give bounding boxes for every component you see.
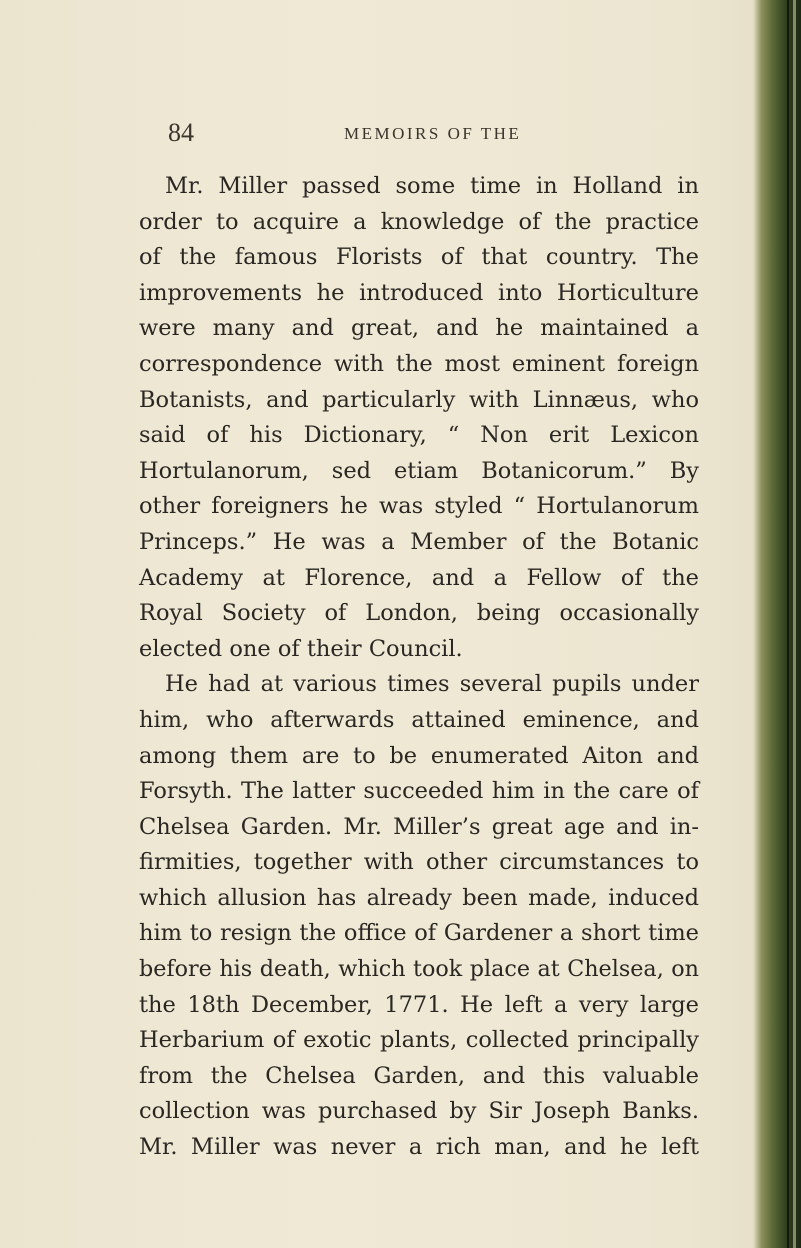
- text-line: among them are to be enumerated Aiton and: [139, 742, 699, 769]
- body-text: [139, 169, 699, 1166]
- page-edge-line: [787, 0, 789, 1248]
- text-line: Royal Society of London, being occasionally: [139, 600, 699, 627]
- text-line: firmities, together with other circumstances to: [139, 849, 699, 876]
- text-line: him, who afterwards attained eminence, and: [139, 706, 699, 733]
- text-line-paragraph-end: elected one of their Council.: [139, 635, 463, 662]
- text-line: which allusion has already been made, induced: [139, 884, 699, 911]
- text-line: Mr. Miller was never a rich man, and he left: [139, 1134, 699, 1161]
- text-line: were many and great, and he maintained a: [139, 315, 699, 342]
- page-edge-highlight: [793, 0, 796, 1248]
- page-header: [168, 118, 728, 152]
- text-line: the 18th December, 1771. He left a very large: [139, 991, 699, 1018]
- text-line: said of his Dictionary, “ Non erit Lexicon: [139, 422, 699, 449]
- text-line: Botanists, and particularly with Linnæus, who: [139, 386, 699, 413]
- page-number: 84: [168, 118, 194, 147]
- text-line: Chelsea Garden. Mr. Miller’s great age and in-: [139, 813, 699, 840]
- text-line: Forsyth. The latter succeeded him in the care of: [139, 778, 699, 805]
- text-line: him to resign the office of Gardener a short time: [139, 920, 699, 947]
- text-line: correspondence with the most eminent foreign: [139, 350, 699, 377]
- text-line: of the famous Florists of that country. The: [139, 244, 699, 271]
- text-line: Princeps.” He was a Member of the Botanic: [139, 528, 699, 555]
- text-line: Hortulanorum, sed etiam Botanicorum.” By: [139, 457, 699, 484]
- text-line: improvements he introduced into Horticulture: [139, 279, 699, 306]
- text-line: Mr. Miller passed some time in Holland in: [165, 173, 699, 199]
- text-line: Academy at Florence, and a Fellow of the: [139, 564, 699, 591]
- text-line: from the Chelsea Garden, and this valuable: [139, 1062, 699, 1089]
- text-line: other foreigners he was styled “ Hortulanorum: [139, 493, 699, 520]
- text-line: collection was purchased by Sir Joseph Banks.: [139, 1098, 699, 1125]
- text-line: Herbarium of exotic plants, collected principally: [139, 1027, 699, 1054]
- text-line: He had at various times several pupils under: [165, 671, 699, 698]
- text-line: before his death, which took place at Chelsea, on: [139, 956, 699, 983]
- text-line: order to acquire a knowledge of the practice: [139, 208, 699, 235]
- running-head: MEMOIRS OF THE: [344, 124, 522, 143]
